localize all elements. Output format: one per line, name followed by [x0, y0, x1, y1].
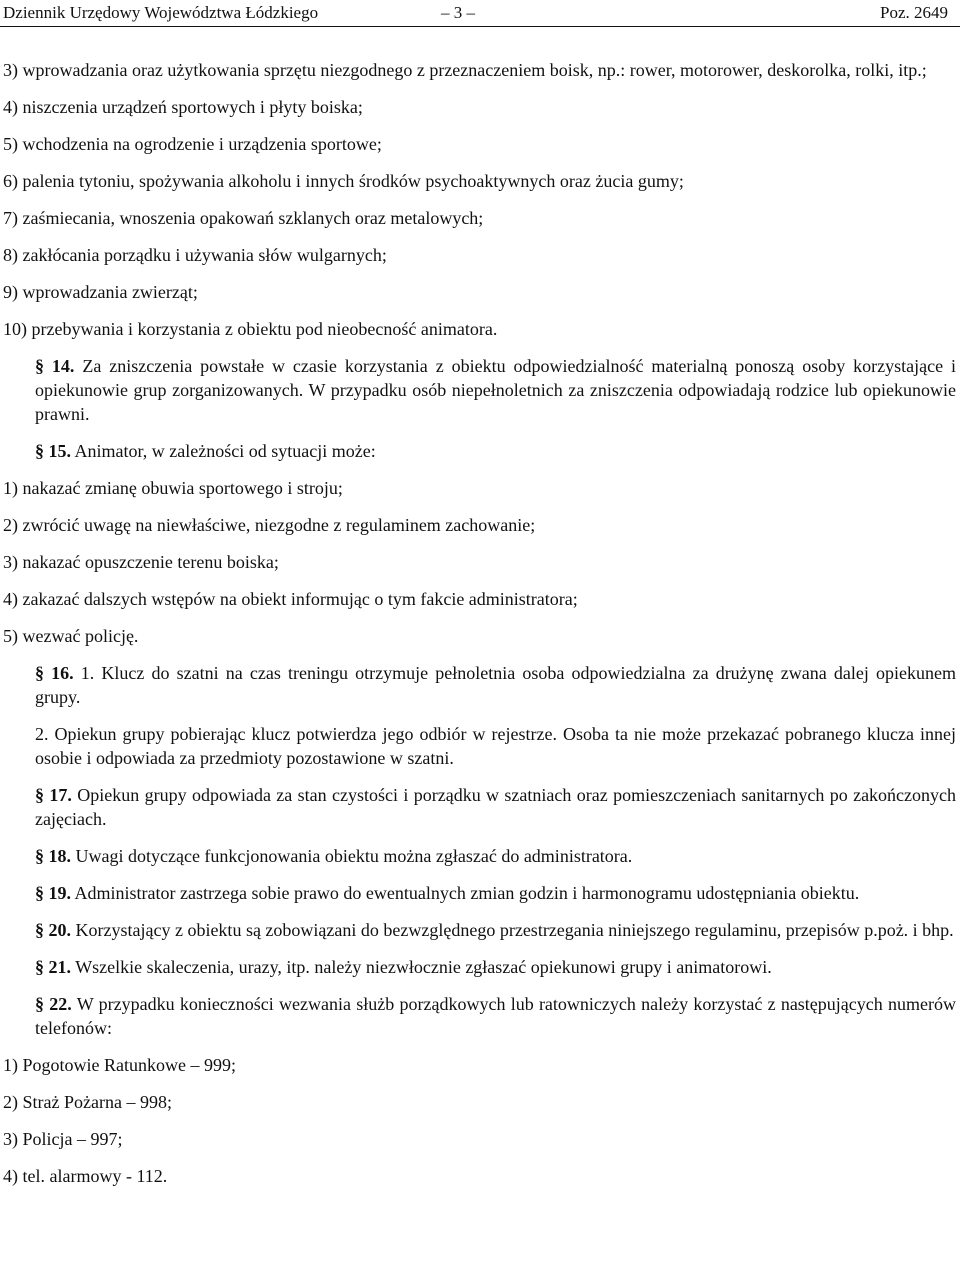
list-item: 8) zakłócania porządku i używania słów wulgarnych;	[3, 245, 387, 265]
section-16	[3, 661, 956, 709]
section-20	[3, 918, 956, 942]
list-item: 4) zakazać dalszych wstępów na obiekt informując o tym fakcie administratora;	[3, 589, 578, 609]
list-item: 5) wezwać policję.	[3, 626, 139, 646]
section-mark: § 21.	[35, 957, 71, 977]
list-item: 1) nakazać zmianę obuwia sportowego i stroju;	[3, 478, 343, 498]
section-17	[3, 783, 956, 831]
list-item: 3) wprowadzania oraz użytkowania sprzętu niezgodnego z przeznaczeniem boisk, np.: rower, motorower, deskorolka, rolki, itp.;	[3, 60, 927, 80]
phone-item: 2) Straż Pożarna – 998;	[3, 1092, 172, 1112]
section-text: Opiekun grupy odpowiada za stan czystości i porządku w szatniach oraz pomieszczeniach sanitarnych po zakończonych zajęciach.	[35, 785, 957, 829]
list-item: 9) wprowadzania zwierząt;	[3, 282, 198, 302]
section-mark: § 15.	[35, 441, 71, 461]
page-number: – 3 –	[441, 3, 475, 22]
section-mark: § 14.	[35, 356, 75, 376]
section-text: 1. Klucz do szatni na czas treningu otrzymuje pełnoletnia osoba odpowiedzialna za drużynę zwana dalej opiekunem grupy.	[35, 663, 956, 707]
section-21	[3, 955, 956, 979]
section-mark: § 18.	[35, 846, 71, 866]
section-19	[3, 881, 956, 905]
list-item: 2) zwrócić uwagę na niewłaściwe, niezgodne z regulaminem zachowanie;	[3, 515, 536, 535]
list-item: 10) przebywania i korzystania z obiektu pod nieobecność animatora.	[3, 319, 498, 339]
section-14	[3, 354, 956, 426]
section-18	[3, 844, 956, 868]
section-mark: § 17.	[35, 785, 72, 805]
section-mark: § 20.	[35, 920, 71, 940]
section-15	[3, 439, 956, 463]
list-item: 5) wchodzenia na ogrodzenie i urządzenia sportowe;	[3, 134, 382, 154]
section-text: Wszelkie skaleczenia, urazy, itp. należy niezwłocznie zgłaszać opiekunowi grupy i animatorowi.	[75, 957, 772, 977]
header-rule	[0, 26, 960, 27]
section-text: Korzystający z obiektu są zobowiązani do bezwzględnego przestrzegania niniejszego regulaminu, przepisów p.poż. i bhp.	[75, 920, 954, 940]
section-text: Animator, w zależności od sytuacji może:	[74, 441, 376, 461]
section-text: Administrator zastrzega sobie prawo do ewentualnych zmian godzin i harmonogramu udostępniania obiektu.	[74, 883, 860, 903]
section-mark: § 22.	[35, 994, 72, 1014]
section-text: Uwagi dotyczące funkcjonowania obiektu można zgłaszać do administratora.	[75, 846, 633, 866]
list-item: 3) nakazać opuszczenie terenu boiska;	[3, 552, 279, 572]
section-text: Za zniszczenia powstałe w czasie korzystania z obiektu odpowiedzialność materialną ponoszą osoby korzystające i opiekunowie grup zorganizowanych. W przypadku osób niepełnoletnich za zniszczenia odpowiadają rodzice lub opiekunowie prawni.	[35, 356, 956, 424]
page-header	[0, 0, 960, 28]
list-item: 7) zaśmiecania, wnoszenia opakowań szklanych oraz metalowych;	[3, 208, 484, 228]
document-body	[3, 58, 956, 1188]
phone-item: 3) Policja – 997;	[3, 1129, 123, 1149]
position-number: Poz. 2649	[880, 3, 948, 22]
section-16-point-2: 2. Opiekun grupy pobierając klucz potwierdza jego odbiór w rejestrze. Osoba ta nie może przekazać pobranego klucza innej osobie i odpowiada za przedmioty pozostawione w szatni.	[35, 724, 956, 768]
phone-item: 1) Pogotowie Ratunkowe – 999;	[3, 1055, 236, 1075]
section-text: W przypadku konieczności wezwania służb porządkowych lub ratowniczych należy korzystać z następujących numerów telefonów:	[35, 994, 957, 1038]
section-22	[3, 992, 956, 1040]
section-mark: § 16.	[35, 663, 74, 683]
section-mark: § 19.	[35, 883, 71, 903]
journal-title: Dziennik Urzędowy Województwa Łódzkiego	[3, 3, 319, 22]
list-item: 4) niszczenia urządzeń sportowych i płyty boiska;	[3, 97, 363, 117]
phone-item: 4) tel. alarmowy - 112.	[3, 1166, 168, 1186]
list-item: 6) palenia tytoniu, spożywania alkoholu i innych środków psychoaktywnych oraz żucia gumy;	[3, 171, 684, 191]
